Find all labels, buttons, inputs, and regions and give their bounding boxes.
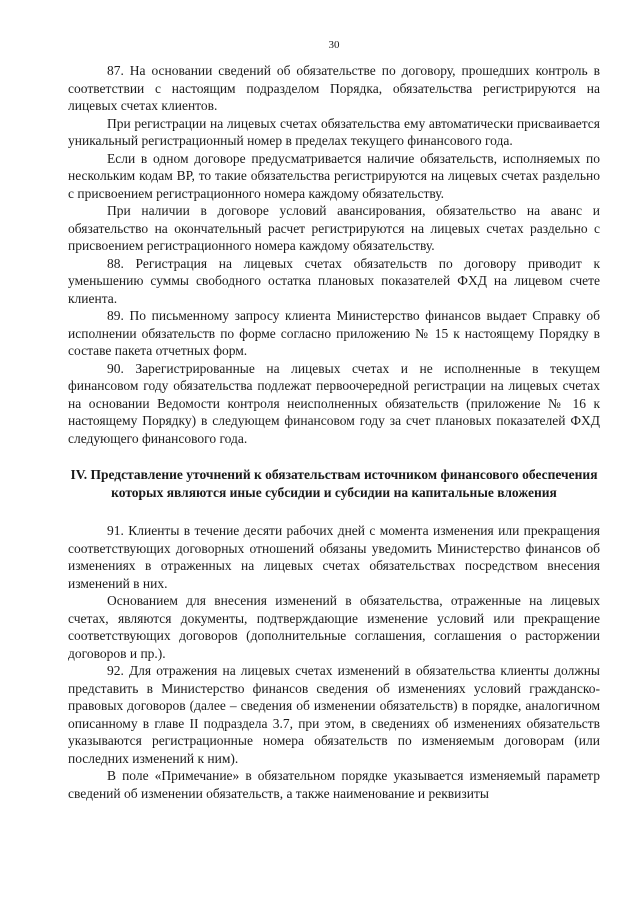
paragraph-92: 92. Для отражения на лицевых счетах изменений в обязательства клиенты должны представить в Министерство финансов сведения об изменениях условий гражданско-правовых договоров (далее – сведения об изменении обязательств) в порядке, аналогичном описанному в главе II подраздела 3.7, при этом, в сведениях об изменениях обязательств указываются регистрационные номера обязательств по изменяемым договорам (или последних изменений к ним). <box>68 663 600 766</box>
paragraph-92-note-field: В поле «Примечание» в обязательном порядке указывается изменяемый параметр сведений об изменении обязательств, а также наименование и реквизиты <box>68 768 600 801</box>
paragraph-91-grounds: Основанием для внесения изменений в обязательства, отраженные на лицевых счетах, являются документы, подтверждающие изменение условий или прекращение соответствующих договоров (дополнительные соглашения, соглашения о расторжении договоров и пр.). <box>68 593 600 661</box>
paragraph-87: 87. На основании сведений об обязательстве по договору, прошедших контроль в соответствии с настоящим подразделом Порядка, обязательства регистрируются на лицевых счетах клиентов. <box>68 63 600 113</box>
paragraph-87-multiple-codes: Если в одном договоре предусматривается наличие обязательств, исполняемых по нескольким кодам ВР, то такие обязательства регистрируются на лицевых счетах раздельно с присвоением регистрационного номера каждому обязательству. <box>68 150 600 201</box>
paragraph-89: 89. По письменному запросу клиента Министерство финансов выдает Справку об исполнении обязательств по форме согласно приложению № 15 к настоящему Порядку в составе пакета отчетных форм. <box>68 308 600 358</box>
paragraph-88: 88. Регистрация на лицевых счетах обязательств по договору приводит к уменьшению суммы свободного остатка плановых показателей ФХД на лицевом счете клиента. <box>68 255 600 306</box>
paragraph-87-registration-number: При регистрации на лицевых счетах обязательства ему автоматически присваивается уникальный регистрационный номер в пределах текущего финансового года. <box>68 115 600 148</box>
document-body <box>68 62 600 802</box>
page-number: 30 <box>328 39 340 51</box>
paragraph-90: 90. Зарегистрированные на лицевых счетах и не исполненные в текущем финансовом году обязательства подлежат первоочередной регистрации на лицевых счетах на основании Ведомости контроля неисполненных обязательств (приложение № 16 к настоящему Порядку) в следующем финансовом году за счет плановых показателей ФХД следующего финансового года. <box>68 360 600 446</box>
paragraph-87-advance-payment: При наличии в договоре условий авансирования, обязательство на аванс и обязательство на окончательный расчет регистрируются на лицевых счетах раздельно с присвоением регистрационного номера каждому обязательству. <box>68 203 600 253</box>
section-heading: IV. Представление уточнений к обязательствам источником финансового обеспечения которых являются иные субсидии и субсидии на капитальные вложения <box>70 467 598 500</box>
paragraph-91: 91. Клиенты в течение десяти рабочих дней с момента изменения или прекращения соответствующих договорных отношений обязаны уведомить Министерство финансов об изменениях в отраженных на лицевых счетах обязательствах посредством внесения изменений в них. <box>68 523 600 591</box>
